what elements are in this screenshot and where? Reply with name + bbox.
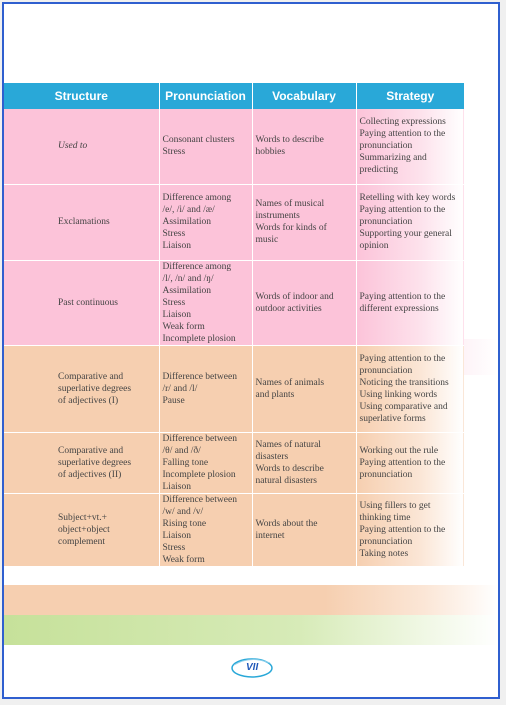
strategy-line: Paying attention to the [359, 353, 446, 364]
structure-line: superlative degrees [58, 383, 132, 394]
vocabulary-cell [252, 109, 356, 184]
pronunciation-line: /r/ and /l/ [162, 383, 198, 394]
pronunciation-line: Difference between [162, 371, 237, 382]
strategy-cell [356, 260, 464, 345]
structure-line: Comparative and [58, 371, 124, 382]
strategy-line: Collecting expressions [359, 117, 446, 128]
pronunciation-line: Stress [162, 542, 186, 553]
strategy-line: Paying attention to the [359, 524, 446, 535]
pronunciation-line: /e/, /i/ and /æ/ [162, 205, 215, 215]
vocabulary-cell [252, 493, 356, 566]
pronunciation-cell [159, 184, 252, 260]
syllabus-table [4, 83, 464, 567]
strategy-line: Noticing the transitions [359, 377, 449, 388]
pronunciation-line: Liaison [162, 241, 191, 251]
structure-line: of adjectives (II) [58, 469, 122, 480]
vocabulary-line: outdoor activities [255, 303, 322, 314]
table-row [4, 493, 464, 566]
vocabulary-line: Words to describe [255, 135, 324, 146]
pronunciation-cell [159, 109, 252, 184]
strategy-cell [356, 184, 464, 260]
structure-line: complement [58, 536, 105, 547]
pronunciation-line: Difference among [162, 261, 232, 272]
pronunciation-line: Weak form [162, 321, 205, 332]
strategy-line: pronunciation [359, 217, 413, 227]
structure-line: object+object [58, 524, 110, 535]
vocabulary-line: Names of musical [255, 199, 325, 209]
vocabulary-cell [252, 184, 356, 260]
table-row [4, 184, 464, 260]
vocabulary-cell [252, 345, 356, 432]
strategy-cell [356, 109, 464, 184]
pronunciation-line: Rising tone [162, 518, 207, 529]
structure-line: Used to [58, 141, 88, 152]
vocabulary-line: natural disasters [255, 475, 317, 486]
pronunciation-line: Falling tone [162, 457, 209, 468]
strategy-line: pronunciation [359, 141, 413, 152]
pronunciation-line: /w/ and /v/ [162, 506, 204, 517]
header-row [4, 83, 464, 109]
strategy-line: Using comparative and [359, 401, 448, 412]
vocabulary-line: Words about the [255, 518, 318, 529]
pronunciation-line: /l/, /n/ and /ŋ/ [162, 273, 214, 284]
pronunciation-line: Stress [162, 147, 186, 158]
table-row [4, 260, 464, 345]
structure-line: Comparative and [58, 445, 124, 456]
pronunciation-line: Liaison [162, 530, 191, 541]
green-band [4, 615, 498, 645]
pronunciation-line: Assimilation [162, 217, 212, 227]
strategy-line: thinking time [359, 512, 411, 523]
pronunciation-line: Weak form [162, 554, 205, 565]
strategy-line: Using linking words [359, 389, 438, 400]
vocabulary-cell [252, 432, 356, 493]
pronunciation-line: Assimilation [162, 285, 212, 296]
table-row [4, 109, 464, 184]
structure-cell [4, 345, 159, 432]
pronunciation-cell [159, 493, 252, 566]
vocabulary-cell [252, 260, 356, 345]
pronunciation-line: Incomplete plosion [162, 469, 236, 480]
strategy-line: Supporting your general [359, 229, 452, 239]
structure-line: superlative degrees [58, 457, 132, 468]
strategy-line: Taking notes [359, 548, 409, 559]
table-row [4, 345, 464, 432]
strategy-cell [356, 493, 464, 566]
strategy-cell [356, 345, 464, 432]
structure-line: Past continuous [58, 297, 118, 308]
pronunciation-line: /θ/ and /ð/ [162, 445, 201, 456]
structure-cell [4, 432, 159, 493]
strategy-line: Summarizing and [359, 153, 427, 164]
strategy-line: Retelling with key words [359, 193, 456, 203]
strategy-line: Paying attention to the [359, 205, 446, 215]
vocabulary-line: and plants [255, 389, 295, 400]
strategy-cell [356, 432, 464, 493]
structure-line: Exclamations [58, 217, 110, 227]
header-strategy: Strategy [356, 83, 464, 109]
orange-band [4, 585, 498, 615]
pronunciation-cell [159, 260, 252, 345]
vocabulary-line: hobbies [255, 147, 286, 158]
structure-cell [4, 184, 159, 260]
vocabulary-line: music [255, 235, 279, 245]
vocabulary-line: internet [255, 530, 285, 541]
pronunciation-line: Difference between [162, 494, 237, 505]
strategy-line: Working out the rule [359, 445, 439, 456]
vocabulary-line: instruments [255, 211, 300, 221]
strategy-line: Paying attention to the [359, 129, 446, 140]
pronunciation-line: Pause [162, 395, 185, 406]
pronunciation-line: Liaison [162, 481, 191, 492]
pronunciation-cell [159, 345, 252, 432]
structure-cell [4, 260, 159, 345]
vocabulary-line: disasters [255, 451, 289, 462]
strategy-line: predicting [359, 165, 399, 176]
strategy-line: different expressions [359, 303, 439, 314]
header-vocabulary: Vocabulary [252, 83, 356, 109]
strategy-line: pronunciation [359, 365, 413, 376]
table-row [4, 432, 464, 493]
structure-cell [4, 109, 159, 184]
page-number: VII [246, 662, 259, 673]
structure-line: Subject+vt.+ [58, 512, 107, 523]
vocabulary-line: Names of natural [255, 439, 321, 450]
strategy-line: Using fillers to get [359, 500, 431, 511]
strategy-line: superlative forms [359, 413, 426, 424]
pronunciation-line: Difference between [162, 433, 237, 444]
vocabulary-line: Names of animals [255, 377, 325, 388]
strategy-line: opinion [359, 241, 389, 251]
structure-cell [4, 493, 159, 566]
strategy-line: pronunciation [359, 536, 413, 547]
pronunciation-line: Stress [162, 297, 186, 308]
strategy-line: Paying attention to the [359, 457, 446, 468]
header-structure: Structure [4, 83, 159, 109]
pronunciation-line: Consonant clusters [162, 135, 235, 146]
pronunciation-line: Incomplete plosion [162, 333, 236, 344]
pronunciation-line: Difference among [162, 193, 232, 203]
vocabulary-line: Words of indoor and [255, 291, 334, 302]
strategy-line: pronunciation [359, 469, 413, 480]
vocabulary-line: Words to describe [255, 463, 324, 474]
strategy-line: Paying attention to the [359, 291, 446, 302]
structure-line: of adjectives (I) [58, 395, 119, 406]
pronunciation-cell [159, 432, 252, 493]
vocabulary-line: Words for kinds of [255, 223, 327, 233]
pronunciation-line: Stress [162, 229, 186, 239]
pronunciation-line: Liaison [162, 309, 191, 320]
header-pronunciation: Pronunciation [159, 83, 252, 109]
